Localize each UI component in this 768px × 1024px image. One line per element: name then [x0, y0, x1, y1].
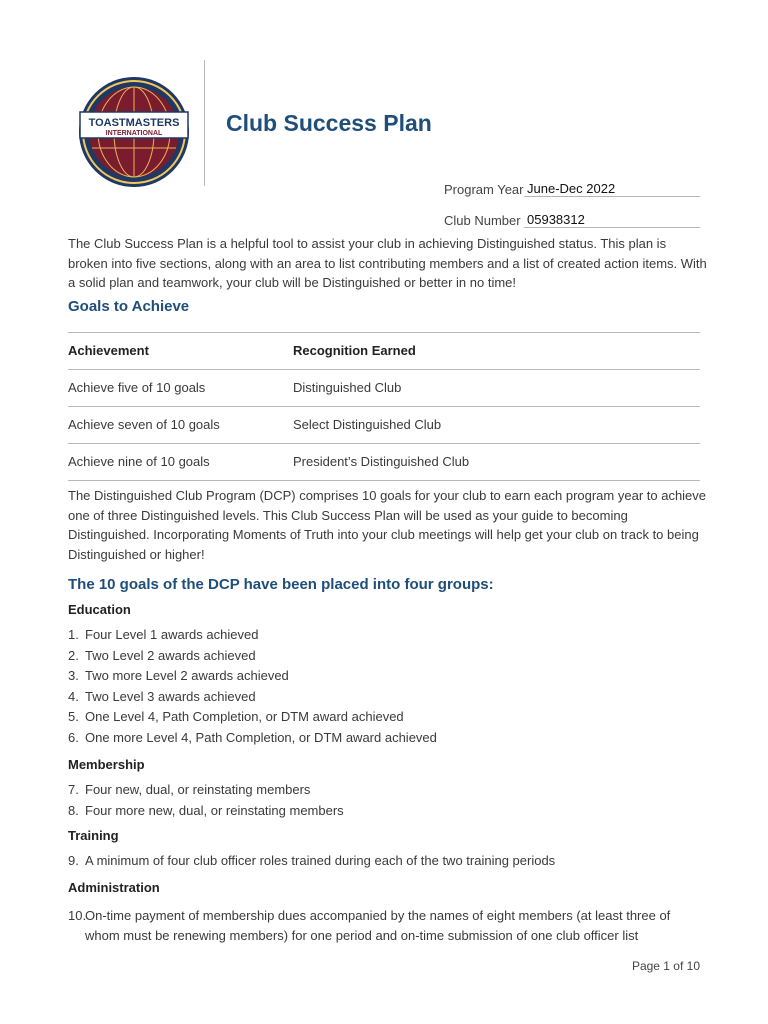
- list-item: [68, 801, 708, 822]
- header-recognition: Recognition Earned: [293, 343, 416, 358]
- table-cell: Achieve five of 10 goals: [68, 380, 206, 395]
- intro-paragraph: The Club Success Plan is a helpful tool to assist your club in achieving Distinguished status. This plan is broken into five sections, along with an area to list contributing members and a list of created action items. With a solid plan and teamwork, your club will be Distinguished or better in no time!: [68, 236, 707, 290]
- list-item: [68, 646, 708, 667]
- program-year-underline: [524, 196, 700, 197]
- item-text: Two Level 2 awards achieved: [85, 647, 256, 663]
- logo-bottom-text: INTERNATIONAL: [105, 130, 163, 137]
- training-heading: Training: [68, 828, 119, 843]
- table-cell: Distinguished Club: [293, 380, 402, 395]
- item-text: A minimum of four club officer roles trained during each of the two training periods: [85, 853, 556, 868]
- item-text: One more Level 4, Path Completion, or DTM award achieved: [85, 729, 437, 745]
- item-number: 3.: [68, 668, 79, 684]
- goals-table: [68, 332, 700, 481]
- item-text: On-time payment of membership dues accompanied by the names of eight members (at least three of whom must be renewing members) for one period and on-time submission of one club officer list: [85, 908, 671, 943]
- header-achievement: Achievement: [68, 343, 149, 358]
- item-number: 1.: [68, 627, 79, 642]
- logo-top-text: TOASTMASTERS: [88, 117, 180, 129]
- table-header-row: [68, 332, 700, 369]
- table-row: [68, 369, 700, 406]
- table-cell: Achieve nine of 10 goals: [68, 454, 210, 469]
- list-item: [68, 906, 708, 945]
- club-number-row: [444, 213, 521, 228]
- education-heading: Education: [68, 602, 131, 617]
- training-list: [68, 851, 708, 872]
- program-year-label: Program Year: [444, 182, 524, 197]
- club-number-underline: [524, 227, 700, 228]
- item-text: Four Level 1 awards achieved: [85, 627, 259, 642]
- membership-list: [68, 780, 708, 821]
- groups-heading: The 10 goals of the DCP have been placed into four groups:: [68, 576, 494, 593]
- item-number: 8.: [68, 802, 79, 818]
- list-item: [68, 780, 708, 801]
- table-cell: Achieve seven of 10 goals: [68, 417, 220, 432]
- table-row: [68, 443, 700, 481]
- list-item: [68, 851, 708, 872]
- item-number: 7.: [68, 782, 79, 797]
- list-item: [68, 625, 708, 646]
- list-item: [68, 707, 708, 728]
- table-cell: Select Distinguished Club: [293, 417, 442, 432]
- item-text: Four new, dual, or reinstating members: [85, 782, 311, 797]
- list-item: [68, 666, 708, 687]
- list-item: [68, 687, 708, 708]
- table-row: [68, 406, 700, 443]
- table-cell: President’s Distinguished Club: [293, 454, 470, 469]
- item-text: One Level 4, Path Completion, or DTM award achieved: [85, 709, 404, 725]
- item-number: 5.: [68, 709, 79, 725]
- item-text: Two Level 3 awards achieved: [85, 688, 256, 704]
- header-divider: [204, 60, 205, 186]
- dcp-paragraph: The Distinguished Club Program (DCP) comprises 10 goals for your club to earn each program year to achieve one of three Distinguished levels. This Club Success Plan will be used as your guide to becoming Distinguished. Incorporating Moments of Truth into your club meetings will help get your club on track to being Distinguished or higher!: [68, 488, 707, 562]
- page-number: Page 1 of 10: [631, 959, 700, 973]
- document-title: Club Success Plan: [226, 110, 432, 136]
- item-number: 9.: [68, 853, 79, 868]
- item-text: Two more Level 2 awards achieved: [85, 668, 289, 684]
- list-item: [68, 728, 708, 749]
- item-number: 6.: [68, 729, 79, 745]
- toastmasters-logo: [78, 76, 190, 188]
- club-number-field[interactable]: 05938312: [527, 212, 585, 227]
- club-number-label: Club Number: [444, 213, 521, 228]
- item-number: 2.: [68, 647, 79, 663]
- goals-heading: Goals to Achieve: [68, 298, 190, 315]
- item-number: 10.: [68, 908, 87, 923]
- item-number: 4.: [68, 688, 79, 704]
- membership-heading: Membership: [68, 757, 145, 772]
- item-text: Four more new, dual, or reinstating members: [85, 802, 344, 818]
- administration-heading: Administration: [68, 880, 160, 895]
- program-year-field[interactable]: June-Dec 2022: [527, 181, 616, 196]
- education-list: [68, 625, 708, 749]
- program-year-row: [444, 182, 524, 197]
